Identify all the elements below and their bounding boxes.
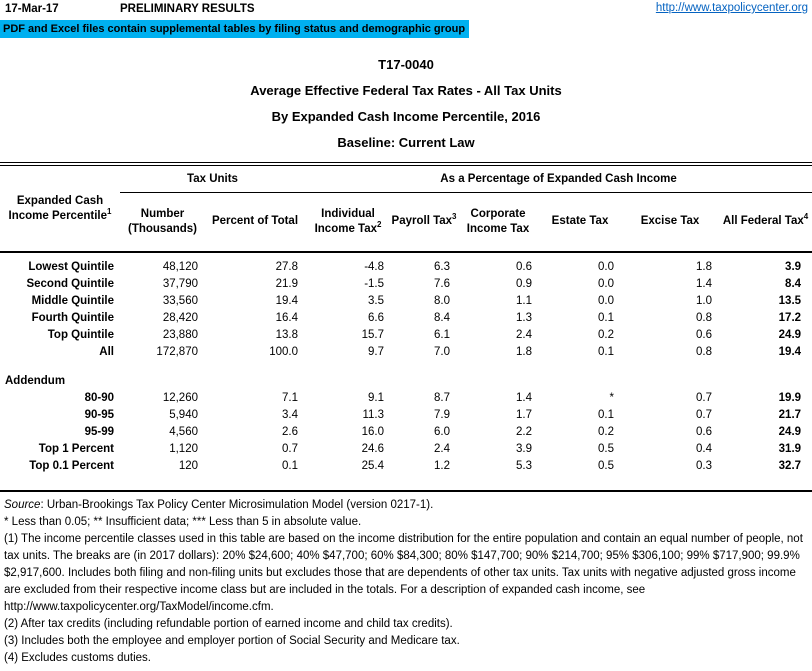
value-cell: 7.1	[282, 392, 299, 404]
value-cell: 31.9	[778, 443, 802, 455]
column-header-number: Number (Thousands)	[120, 192, 205, 252]
column-header-corporate-income-tax: Corporate Income Tax	[457, 192, 539, 252]
value-cell: 15.7	[361, 329, 385, 341]
date-label: 17-Mar-17	[5, 3, 59, 15]
value-cell: 5,940	[169, 409, 198, 421]
value-cell: 1.2	[434, 460, 451, 472]
value-cell: 21.9	[275, 278, 299, 290]
value-cell: 0.5	[598, 443, 615, 455]
value-cell: 2.4	[434, 443, 451, 455]
title-block	[0, 52, 812, 156]
value-cell: 1.8	[516, 346, 533, 358]
value-cell: 1.8	[696, 261, 713, 273]
value-cell: 0.9	[516, 278, 533, 290]
value-cell: 0.5	[598, 460, 615, 472]
value-cell: 3.9	[785, 261, 802, 273]
value-cell: 1.0	[696, 295, 713, 307]
value-cell: 0.0	[598, 261, 615, 273]
value-cell: 0.1	[282, 460, 299, 472]
source-word: Source	[4, 499, 41, 511]
value-cell: 1.1	[516, 295, 533, 307]
value-cell: 0.8	[696, 346, 713, 358]
column-header-row	[0, 192, 812, 252]
value-cell: 21.7	[778, 409, 802, 421]
row-label: Top 1 Percent	[38, 443, 114, 455]
footnote-2: (2) After tax credits (including refundable portion of earned income and child tax credits).	[4, 618, 453, 630]
value-cell: 4,560	[169, 426, 198, 438]
value-cell: 120	[178, 460, 198, 472]
value-cell: 2.6	[282, 426, 299, 438]
bottom-spacer-row	[0, 475, 812, 491]
value-cell: 13.5	[778, 295, 802, 307]
row-label: 80-90	[84, 392, 114, 404]
value-cell: 0.0	[598, 295, 615, 307]
value-cell: 11.3	[362, 409, 385, 421]
value-cell: 19.9	[778, 392, 802, 404]
table-row	[0, 293, 812, 310]
column-header-estate-tax: Estate Tax	[539, 192, 621, 252]
group-header-row	[0, 166, 812, 192]
value-cell: 8.7	[434, 392, 451, 404]
addendum-label: Addendum	[5, 375, 66, 387]
value-cell: 23,880	[162, 329, 198, 341]
value-cell: 16.0	[361, 426, 385, 438]
table-row	[0, 344, 812, 361]
value-cell: 0.1	[598, 409, 615, 421]
value-cell: 27.8	[275, 261, 299, 273]
value-cell: 0.6	[516, 261, 533, 273]
title-line-3: Baseline: Current Law	[337, 135, 475, 150]
group-header-tax-units: Tax Units	[120, 166, 305, 192]
value-cell: 3.9	[516, 443, 533, 455]
table-row	[0, 252, 812, 276]
value-cell: 7.0	[434, 346, 451, 358]
row-label: All	[99, 346, 114, 358]
value-cell: 2.2	[516, 426, 533, 438]
value-cell: 8.0	[434, 295, 451, 307]
value-cell: 2.4	[516, 329, 533, 341]
table-row	[0, 441, 812, 458]
supplemental-tables-banner: PDF and Excel files contain supplemental tables by filing status and demographic group	[0, 20, 469, 38]
top-header-bar	[0, 0, 812, 19]
value-cell: 0.1	[598, 312, 615, 324]
source-note: Source: Urban-Brookings Tax Policy Center Microsimulation Model (version 0217-1).	[4, 499, 434, 511]
value-cell: 0.7	[696, 409, 713, 421]
value-cell: 6.0	[434, 426, 451, 438]
column-header-individual-income-tax: Individual Income Tax$^2$	[305, 192, 391, 252]
preliminary-results-label: PRELIMINARY RESULTS	[120, 3, 255, 15]
spacer-row	[0, 361, 812, 373]
column-header-all-federal-tax: All Federal Tax$^4$	[719, 192, 812, 252]
row-label: Lowest Quintile	[28, 261, 114, 273]
value-cell: 7.9	[434, 409, 451, 421]
value-cell: 5.3	[516, 460, 533, 472]
value-cell: 1.4	[696, 278, 713, 290]
value-cell: 0.1	[598, 346, 615, 358]
value-cell: 3.5	[368, 295, 385, 307]
column-header-percent-of-total: Percent of Total	[205, 192, 305, 252]
value-cell: 6.3	[434, 261, 451, 273]
value-cell: 8.4	[785, 278, 802, 290]
value-cell: 37,790	[162, 278, 198, 290]
value-cell: 0.2	[598, 426, 615, 438]
table-row	[0, 327, 812, 344]
value-cell: 24.9	[778, 426, 802, 438]
value-cell: 1.7	[516, 409, 533, 421]
title-line-1: Average Effective Federal Tax Rates - All Tax Units	[250, 83, 562, 98]
footnote-4: (4) Excludes customs duties.	[4, 652, 152, 664]
table-row	[0, 276, 812, 293]
value-cell: 32.7	[778, 460, 802, 472]
addendum-header-row	[0, 373, 812, 390]
table-row	[0, 390, 812, 407]
value-cell: -4.8	[364, 261, 385, 273]
row-label: Second Quintile	[26, 278, 114, 290]
table-id: T17-0040	[378, 57, 434, 72]
value-cell: 19.4	[275, 295, 299, 307]
group-header-percentage-of-income: As a Percentage of Expanded Cash Income	[305, 166, 812, 192]
value-cell: 0.8	[696, 312, 713, 324]
value-cell: 100.0	[269, 346, 299, 358]
table-row	[0, 458, 812, 475]
row-label: Top Quintile	[47, 329, 114, 341]
value-cell: 7.6	[434, 278, 451, 290]
row-label: Fourth Quintile	[31, 312, 114, 324]
value-cell: 0.4	[696, 443, 713, 455]
value-cell: 24.9	[778, 329, 802, 341]
tax-rates-table	[0, 166, 812, 492]
value-cell: 9.1	[368, 392, 385, 404]
value-cell: 6.1	[434, 329, 451, 341]
taxpolicycenter-link[interactable]: http://www.taxpolicycenter.org	[655, 2, 808, 14]
value-cell: 28,420	[162, 312, 198, 324]
value-cell: 6.6	[368, 312, 385, 324]
value-cell: 1.3	[516, 312, 533, 324]
value-cell: 0.3	[696, 460, 713, 472]
value-cell: 48,120	[162, 261, 198, 273]
value-cell: 33,560	[162, 295, 198, 307]
value-cell: 17.2	[778, 312, 802, 324]
table-row	[0, 407, 812, 424]
row-label: 95-99	[84, 426, 114, 438]
value-cell: 16.4	[275, 312, 299, 324]
value-cell: 24.6	[361, 443, 385, 455]
row-label: Middle Quintile	[31, 295, 114, 307]
value-cell: 172,870	[156, 346, 198, 358]
value-cell: 1.4	[516, 392, 533, 404]
footnote-1: (1) The income percentile classes used in this table are based on the income distribution for the entire population and contain an equal number of people, not tax units. The breaks are (in 2017 dollars): 20% $24,600; 40% $47,700; 60% $84,300; 80% $147,700; 90% $214,700; 95% $306,100; 99% $717,900; 99.9% $2,917,600. Includes both filing and non-filing units but excludes those that are dependents of other tax units. Tax units with negative adjusted gross income are excluded from their respective income class but are included in the totals. For a description of expanded cash income, see http://www.taxpolicycenter.org/TaxModel/income.cfm.	[4, 533, 803, 613]
table-row	[0, 424, 812, 441]
value-cell: 19.4	[778, 346, 802, 358]
value-cell: 13.8	[275, 329, 299, 341]
value-cell: *	[609, 392, 615, 404]
table-row	[0, 310, 812, 327]
value-cell: 0.7	[282, 443, 299, 455]
row-label: Top 0.1 Percent	[29, 460, 114, 472]
footnotes	[0, 497, 812, 667]
value-cell: 0.0	[598, 278, 615, 290]
value-cell: -1.5	[364, 278, 385, 290]
title-line-2: By Expanded Cash Income Percentile, 2016	[271, 109, 541, 124]
column-header-excise-tax: Excise Tax	[621, 192, 719, 252]
value-cell: 12,260	[162, 392, 198, 404]
column-header-payroll-tax: Payroll Tax$^3$	[391, 192, 457, 252]
column-header-income-percentile: Expanded Cash Income Percentile$^1$	[0, 166, 120, 252]
value-cell: 25.4	[361, 460, 385, 472]
value-cell: 0.6	[696, 426, 713, 438]
symbols-legend: * Less than 0.05; ** Insufficient data; *** Less than 5 in absolute value.	[4, 516, 362, 528]
value-cell: 0.7	[696, 392, 713, 404]
value-cell: 0.6	[696, 329, 713, 341]
value-cell: 0.2	[598, 329, 615, 341]
value-cell: 9.7	[368, 346, 385, 358]
value-cell: 8.4	[434, 312, 451, 324]
row-label: 90-95	[84, 409, 114, 421]
value-cell: 3.4	[282, 409, 299, 421]
footnote-3: (3) Includes both the employee and employer portion of Social Security and Medicare tax.	[4, 635, 460, 647]
value-cell: 1,120	[169, 443, 198, 455]
